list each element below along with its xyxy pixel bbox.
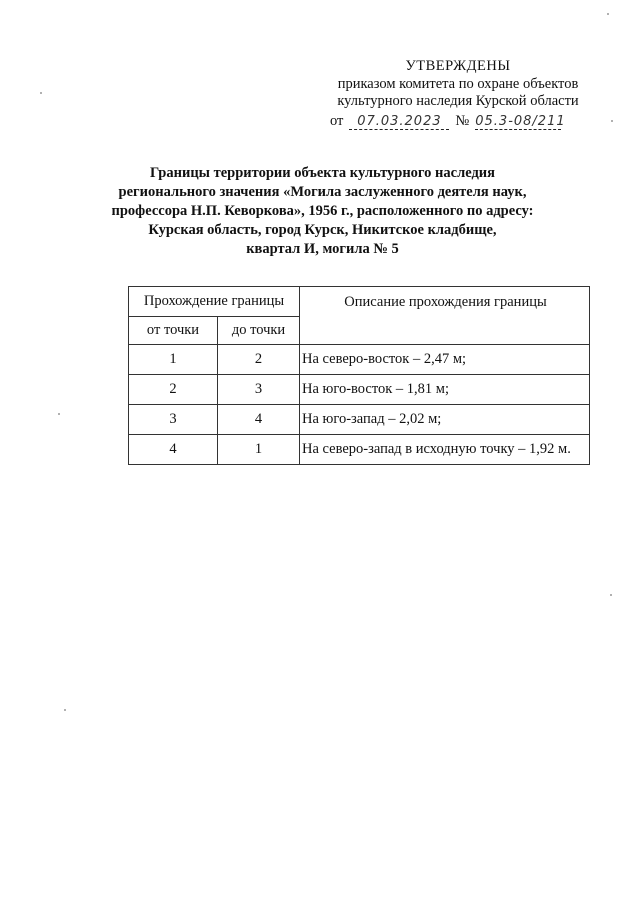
boundary-description: На юго-восток – 1,81 м; [300, 375, 590, 405]
from-label: от [330, 113, 344, 129]
table-header-row [129, 287, 590, 317]
boundary-table [128, 286, 590, 465]
scan-speck [610, 594, 612, 596]
to-point: 4 [218, 405, 300, 435]
approval-line-1: приказом комитета по охране объектов [337, 75, 579, 92]
table-row [129, 375, 590, 405]
order-date: 07.03.2023 [349, 114, 449, 130]
group-header: Прохождение границы [129, 287, 300, 317]
boundary-description: На юго-запад – 2,02 м; [300, 405, 590, 435]
scan-speck [58, 413, 60, 415]
scan-speck [40, 92, 42, 94]
title-line-2: регионального значения «Могила заслуженного деятеля наук, [118, 184, 527, 200]
approval-stamp [318, 58, 598, 111]
scan-speck [611, 120, 613, 122]
from-point-header: от точки [129, 317, 218, 345]
table-row [129, 435, 590, 465]
title-line-3: профессора Н.П. Кеворкова», 1956 г., расположенного по адресу: [111, 203, 534, 219]
to-point: 2 [218, 345, 300, 375]
scan-speck [64, 709, 66, 711]
title-line-5: квартал И, могила № 5 [246, 241, 399, 257]
order-reference [330, 113, 600, 130]
from-point: 3 [129, 405, 218, 435]
title-line-4: Курская область, город Курск, Никитское кладбище, [148, 222, 497, 238]
description-header: Описание прохождения границы [300, 287, 590, 345]
boundary-description: На северо-восток – 2,47 м; [300, 345, 590, 375]
to-point: 3 [218, 375, 300, 405]
table-row [129, 345, 590, 375]
approval-line-2: культурного наследия Курской области [337, 93, 579, 109]
table-row [129, 405, 590, 435]
document-title [80, 164, 565, 259]
to-point-header: до точки [218, 317, 300, 345]
to-point: 1 [218, 435, 300, 465]
from-point: 2 [129, 375, 218, 405]
from-point: 4 [129, 435, 218, 465]
order-number: 05.3-08/211 [475, 114, 566, 129]
boundary-description: На северо-запад в исходную точку – 1,92 м. [300, 435, 590, 465]
title-line-1: Границы территории объекта культурного наследия [149, 165, 495, 181]
approval-heading: УТВЕРЖДЕНЫ [405, 58, 511, 74]
from-point: 1 [129, 345, 218, 375]
scan-speck [607, 13, 609, 15]
number-label: № [455, 113, 470, 129]
